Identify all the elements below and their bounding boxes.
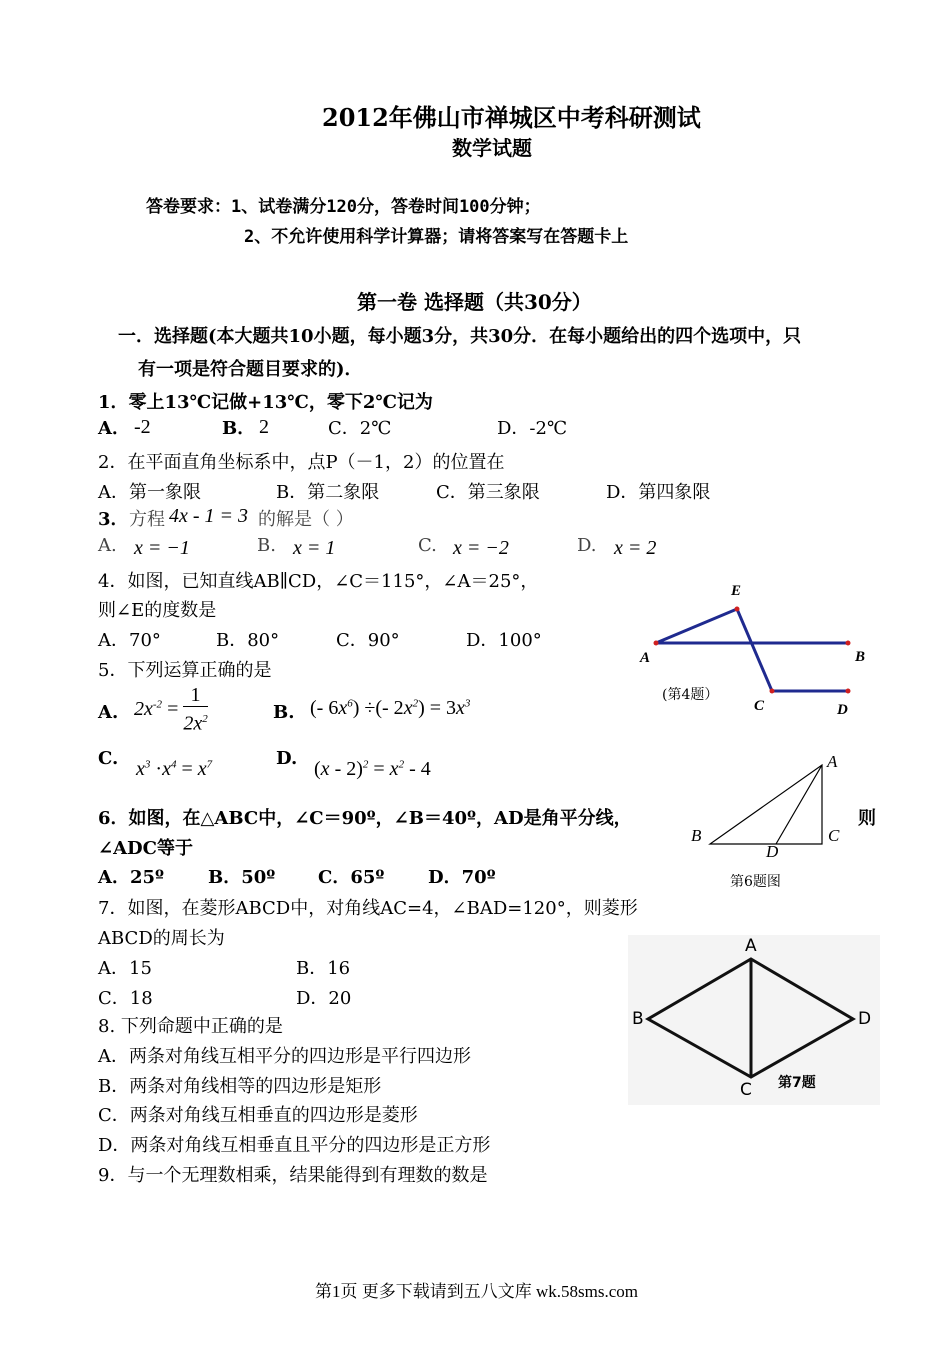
fig6-caption: 第6题图 [730,874,781,890]
q7-option-a: A．15 [98,958,152,979]
section-instruction-2: 有一项是符合题目要求的)． [138,359,363,380]
q7-stem-2: ABCD的周长为 [98,928,225,949]
q6-option-d: D．70º [428,867,496,888]
fig6-label-a: A [827,752,838,771]
section-instruction-1: 一．选择题(本大题共10小题，每小题3分，共30分．在每小题给出的四个选项中，只 [118,326,802,347]
point-c [770,689,775,694]
q5-option-c-expr: $x^3 \cdot x^4 = x^7$ [136,758,213,780]
q6-option-a: A．25º [98,867,165,888]
fig7-label-a: A [745,936,757,956]
q3-option-a-label: A. [98,535,117,556]
q6-stem-1: 6．如图，在△ABC中，∠C＝90º，∠B＝40º，AD是角平分线， [98,808,632,829]
triangle-abc [710,765,822,844]
q2-option-a: A．第一象限 [98,482,201,503]
q1-option-b-value: 2 [259,416,269,438]
q1-option-a-label: A． [98,418,130,439]
page-title: 2012年佛山市禅城区中考科研测试 [322,103,701,132]
fig6-label-d: D [766,842,779,861]
line-ae [656,609,737,643]
q3-stem-post: 的解是（ ） [258,509,354,530]
q8-stem: 8. 下列命题中正确的是 [98,1016,283,1037]
fig7-label-d: D [858,1009,872,1029]
q3-stem-pre: 方程 [129,509,165,530]
q4-option-b: B．80° [216,630,280,651]
q7-option-c: C．18 [98,988,153,1009]
q4-option-d: D．100° [466,630,542,651]
q5-option-c-label: C. [98,748,119,769]
q5-option-a-expr: $2x^{-2}$ = $\frac{1}{2x^2}$ [134,684,208,735]
q4-option-a: A．70° [98,630,161,651]
q4-stem-2: 则∠E的度数是 [98,600,217,621]
q6-option-c: C．65º [318,867,385,888]
q7-stem-1: 7．如图，在菱形ABCD中，对角线AC=4，∠BAD=120°，则菱形 [98,898,638,919]
q5-option-d-label: D. [276,748,298,769]
segment-ad [776,765,822,844]
line-ec [737,609,772,691]
q5-option-b-expr: (- $6x^6$) ÷(- $2x^2) = 3x^3$ [310,697,471,719]
fig4-label-e: E [731,583,742,599]
q8-option-c: C．两条对角线互相垂直的四边形是菱形 [98,1105,418,1126]
q1-option-a-value: -2 [134,416,151,438]
q3-option-d-label: D. [577,535,597,556]
fig4-label-c: C [754,698,765,714]
q1-option-b-label: B． [222,418,256,439]
point-e [735,607,740,612]
requirement-line-2: 2、不允许使用科学计算器；请将答案写在答题卡上 [244,227,629,247]
q3-option-c-value: x = −2 [453,537,509,559]
q6-stem-2: ∠ADC等于 [98,838,193,859]
q3-number: 3． [98,509,129,530]
q1-option-c: C．2℃ [328,418,392,439]
q3-option-d-value: x = 2 [614,537,657,559]
q3-option-b-label: B. [257,535,276,556]
q5-stem: 5．下列运算正确的是 [98,660,272,681]
point-b [846,641,851,646]
q6-stem-tail: 则 [858,808,876,829]
q5-option-d-expr: $(x - 2)^2 = x^2 - 4$ [314,758,431,780]
q8-option-d: D．两条对角线互相垂直且平分的四边形是正方形 [98,1135,491,1156]
q4-stem-1: 4．如图，已知直线AB∥CD，∠C＝115°，∠A＝25°， [98,571,539,592]
q3-option-b-value: x = 1 [293,537,336,559]
q2-stem: 2．在平面直角坐标系中，点P（－1，2）的位置在 [98,452,505,473]
section-title: 第一卷 选择题（共30分） [357,290,592,314]
q2-option-d: D．第四象限 [606,482,711,503]
q3-option-c-label: C. [418,535,437,556]
fig4-caption: (第4题） [662,687,719,703]
fig6-label-b: B [691,826,702,845]
q3-option-a-value: x = −1 [134,537,190,559]
fig7-label-c: C [740,1080,752,1100]
q1-option-d: D．-2℃ [497,418,568,439]
figure-7 [628,935,880,1105]
q1-stem: 1．零上13℃记做+13℃，零下2℃记为 [98,392,433,413]
q7-option-b: B．16 [296,958,351,979]
q2-option-c: C．第三象限 [436,482,540,503]
fig6-label-c: C [828,826,840,845]
q3-equation: 4x - 1 = 3 [169,505,249,527]
page-subtitle: 数学试题 [452,136,532,160]
q4-option-c: C．90° [336,630,400,651]
fig7-caption: 第7题 [778,1075,816,1091]
q5-option-a-label: A. [98,702,119,723]
fig4-label-a: A [640,650,651,666]
q9-stem: 9．与一个无理数相乘，结果能得到有理数的数是 [98,1165,488,1186]
page-footer[interactable]: 第1页 更多下载请到五八文库 wk.58sms.com [315,1282,638,1301]
fig4-label-d: D [837,702,848,718]
fig4-label-b: B [855,649,866,665]
q7-option-d: D．20 [296,988,352,1009]
requirement-line-1: 答卷要求：1、试卷满分120分，答卷时间100分钟； [146,197,541,217]
q5-option-b-label: B. [273,702,295,723]
q8-option-b: B．两条对角线相等的四边形是矩形 [98,1076,382,1097]
q2-option-b: B．第二象限 [276,482,380,503]
q6-option-b: B．50º [208,867,276,888]
point-d [846,689,851,694]
point-a [654,641,659,646]
figure-6 [700,760,830,850]
q8-option-a: A．两条对角线互相平分的四边形是平行四边形 [98,1046,471,1067]
fig7-label-b: B [632,1009,644,1029]
